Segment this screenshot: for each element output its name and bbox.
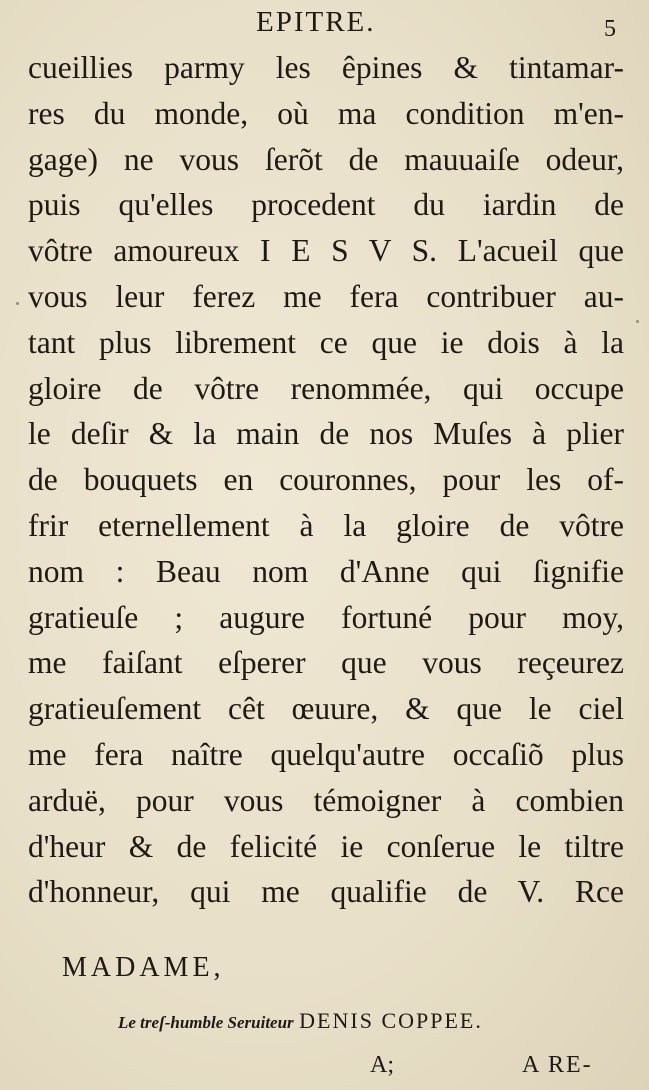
text-line: gratieuſement cêt œuure, & que le ciel bbox=[28, 691, 624, 727]
text-line: cueillies parmy les êpines & tintamar- bbox=[28, 50, 624, 85]
text-line: vous leur ferez me fera contribuer au- bbox=[28, 278, 624, 314]
text-line: vôtre amoureux I E S V S. L'acueil que bbox=[28, 233, 624, 269]
text-line: gage) ne vous ſerõt de mauuaiſe odeur, bbox=[28, 141, 624, 177]
text-line: nom : Beau nom d'Anne qui ſignifie bbox=[28, 553, 624, 589]
page-number: 5 bbox=[604, 16, 616, 42]
signature-mark: A; bbox=[370, 1052, 394, 1078]
running-head bbox=[0, 6, 649, 46]
ink-speck bbox=[636, 320, 639, 323]
text-line: d'honneur, qui me qualifie de V. Rce bbox=[28, 874, 624, 910]
text-line: puis qu'elles procedent du iardin de bbox=[28, 187, 624, 223]
subscription-phrase: Le treſ-humble Seruiteur bbox=[118, 1013, 294, 1032]
running-title: EPITRE. bbox=[256, 6, 376, 38]
text-line: me fera naître quelqu'autre occaſiõ plus bbox=[28, 736, 624, 772]
text-line: frir eternellement à la gloire de vôtre bbox=[28, 507, 624, 543]
text-line: de bouquets en couronnes, pour les of- bbox=[28, 462, 624, 498]
text-line: arduë, pour vous témoigner à combien bbox=[28, 782, 624, 818]
text-line: res du monde, où ma condition m'en- bbox=[28, 95, 624, 131]
ink-speck bbox=[16, 302, 19, 305]
text-line: gratieuſe ; augure fortuné pour moy, bbox=[28, 599, 624, 635]
text-line: me faiſant eſperer que vous reçeurez bbox=[28, 645, 624, 681]
text-line: gloire de vôtre renommée, qui occupe bbox=[28, 370, 624, 406]
salutation: MADAME, bbox=[62, 952, 225, 983]
text-line: le deſir & la main de nos Muſes à plier bbox=[28, 416, 624, 452]
author-name: DENIS COPPEE. bbox=[299, 1008, 483, 1033]
subscription bbox=[118, 1008, 483, 1034]
catchword: A RE- bbox=[522, 1052, 593, 1078]
page-footer bbox=[0, 1052, 649, 1086]
body-text bbox=[28, 45, 624, 915]
text-line: tant plus librement ce que ie dois à la bbox=[28, 324, 624, 360]
text-line: d'heur & de felicité ie conſerue le tiltre bbox=[28, 828, 624, 864]
